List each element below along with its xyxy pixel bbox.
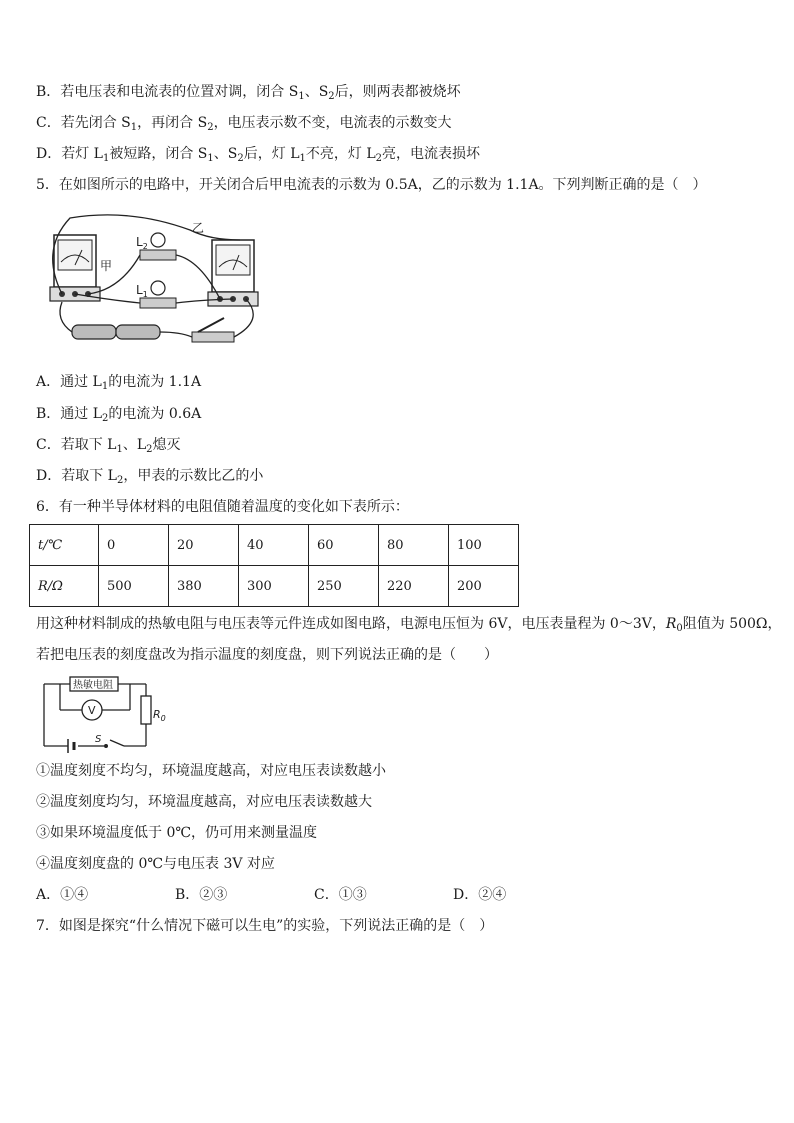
r0-label: $R_0$	[153, 708, 166, 723]
q6-resistance-table	[29, 524, 519, 607]
table-cell: 100	[449, 525, 519, 566]
resistor-r0-icon	[141, 696, 151, 724]
q6-options	[36, 885, 506, 905]
table-cell: 60	[309, 525, 379, 566]
table-cell: 20	[169, 525, 239, 566]
q6-statement-3: ③如果环境温度低于 0℃，仍可用来测量温度	[36, 825, 318, 841]
q6-statement-1: ①温度刻度不均匀，环境温度越高，对应电压表读数越小	[36, 763, 386, 779]
q4-option-c: C．若先闭合 $S_1$，再闭合 $S_2$，电压表示数不变，电流表的示数变大	[36, 115, 452, 133]
q6-circuit-figure	[40, 676, 165, 752]
table-cell: 40	[239, 525, 309, 566]
switch-label: S	[95, 734, 102, 745]
table-cell: 80	[379, 525, 449, 566]
switch-icon	[104, 744, 108, 748]
q5-option-d: D．若取下 $L_2$，甲表的示数比乙的小	[36, 468, 264, 486]
q6-paragraph-1: 用这种材料制成的热敏电阻与电压表等元件连成如图电路，电源电压恒为 6V，电压表量程为 0～3V，$R_0$阻值为 500Ω，	[36, 616, 782, 634]
table-cell: 200	[449, 566, 519, 607]
label-l1: $L_1$	[136, 283, 148, 299]
table-cell: 300	[239, 566, 309, 607]
table-cell: 0	[99, 525, 169, 566]
ammeter-yi-icon	[208, 240, 258, 306]
table-cell: 250	[309, 566, 379, 607]
q4-option-b: B．若电压表和电流表的位置对调，闭合 $S_1$、$S_2$后，则两表都被烧坏	[36, 84, 461, 102]
q7-stem: 7．如图是探究“什么情况下磁可以生电”的实验，下列说法正确的是（ ）	[36, 918, 494, 934]
thermistor-label: 热敏电阻	[73, 680, 113, 691]
q5-option-c: C．若取下 $L_1$、$L_2$熄灭	[36, 437, 181, 455]
q6-statement-2: ②温度刻度均匀，环境温度越高，对应电压表读数越大	[36, 794, 372, 810]
q5-circuit-figure	[40, 210, 270, 355]
switch-icon	[192, 318, 234, 342]
table-row-resistance	[30, 566, 519, 607]
battery-icon	[72, 325, 160, 339]
label-yi: 乙	[192, 221, 205, 235]
q6-option-d: D．②④	[453, 887, 507, 903]
q6-stem: 6．有一种半导体材料的电阻值随着温度的变化如下表所示：	[36, 499, 409, 515]
q6-paragraph-2: 若把电压表的刻度盘改为指示温度的刻度盘，则下列说法正确的是（ ）	[36, 647, 498, 663]
q6-option-a: A．①④	[36, 887, 89, 903]
q5-option-b: B．通过 $L_2$的电流为 0.6A	[36, 406, 202, 424]
table-row-temperature	[30, 525, 519, 566]
q6-option-c: C．①③	[314, 887, 367, 903]
q6-statement-4: ④温度刻度盘的 0℃与电压表 3V 对应	[36, 856, 275, 872]
label-l2: $L_2$	[136, 235, 148, 251]
q4-option-d: D．若灯 $L_1$被短路，闭合 $S_1$、$S_2$后，灯 $L_1$不亮，灯 $L_2$亮，电流表损坏	[36, 146, 480, 164]
ammeter-jia-icon	[50, 235, 100, 301]
table-cell: 380	[169, 566, 239, 607]
battery-icon	[68, 739, 74, 753]
table-cell: 220	[379, 566, 449, 607]
table-cell: 500	[99, 566, 169, 607]
q5-option-a: A．通过 $L_1$的电流为 1.1A	[36, 374, 202, 392]
q5-stem: 5．在如图所示的电路中，开关闭合后甲电流表的示数为 0.5A，乙的示数为 1.1A。下列判断正确的是（ ）	[36, 177, 707, 193]
table-header-cell: t/℃	[30, 525, 99, 566]
q6-option-b: B．②③	[175, 887, 228, 903]
label-jia: 甲	[100, 259, 113, 273]
voltmeter-label: V	[88, 704, 96, 717]
table-header-cell: R/Ω	[30, 566, 99, 607]
